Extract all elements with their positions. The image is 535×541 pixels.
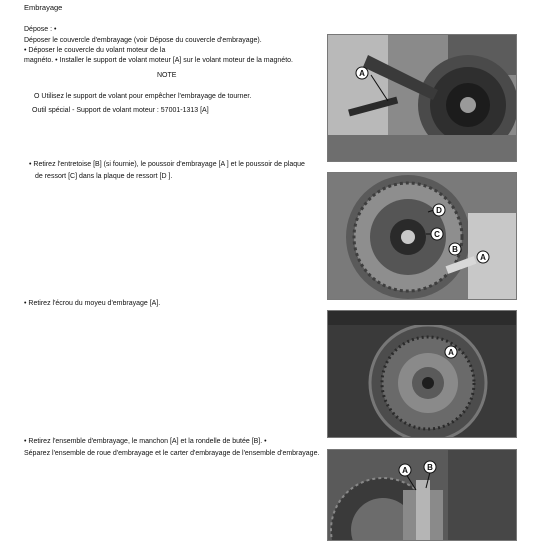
special-tool-text: Outil spécial - Support de volant moteur : 57001-1313 [A] — [32, 107, 209, 114]
photo-clutch-sleeve-washer — [327, 449, 517, 541]
step-text: magnéto. • Installer le support de volant moteur [A] sur le volant moteur de la magnéto. — [24, 57, 293, 64]
callout-marker — [477, 251, 489, 263]
step-text: • Retirez l'ensemble d'embrayage, le manchon [A] et la rondelle de butée [B]. • — [24, 438, 267, 445]
note-label: NOTE — [157, 72, 177, 79]
callout-marker — [356, 67, 368, 79]
callout-marker — [433, 204, 445, 216]
step-text: de ressort [C] dans la plaque de ressort [D ]. — [35, 173, 173, 180]
callout-label: D — [436, 206, 442, 215]
removal-heading: Dépose : • — [24, 26, 57, 33]
callout-label: B — [427, 463, 433, 472]
step-text: Séparez l'ensemble de roue d'embrayage et le carter d'embrayage de l'ensemble d'embrayage. — [24, 450, 320, 457]
note-text: O Utilisez le support de volant pour empêcher l'embrayage de tourner. — [34, 93, 252, 100]
callout-label: A — [359, 69, 365, 78]
photo-clutch-hub-nut — [327, 310, 517, 438]
callout-label: A — [402, 466, 408, 475]
step-text: • Déposer le couvercle du volant moteur de la — [24, 47, 166, 54]
step-text: Déposer le couvercle d'embrayage (voir Dépose du couvercle d'embrayage). — [24, 37, 262, 44]
callout-label: C — [434, 230, 440, 239]
callout-marker — [399, 464, 411, 476]
callout-marker — [424, 461, 436, 473]
photo-flywheel-holder — [327, 34, 517, 162]
callout-label: A — [448, 348, 454, 357]
callout-label: B — [452, 245, 458, 254]
step-text: • Retirez l'entretoise [B] (si fournie), le poussoir d'embrayage [A ] et le poussoir de plaque — [29, 161, 305, 168]
callout-marker — [431, 228, 443, 240]
callout-marker — [449, 243, 461, 255]
step-text: • Retirez l'écrou du moyeu d'embrayage [A]. — [24, 300, 161, 307]
callout-marker — [445, 346, 457, 358]
page-title: Embrayage — [24, 3, 63, 12]
callout-label: A — [480, 253, 486, 262]
photo-clutch-spring-plate — [327, 172, 517, 300]
